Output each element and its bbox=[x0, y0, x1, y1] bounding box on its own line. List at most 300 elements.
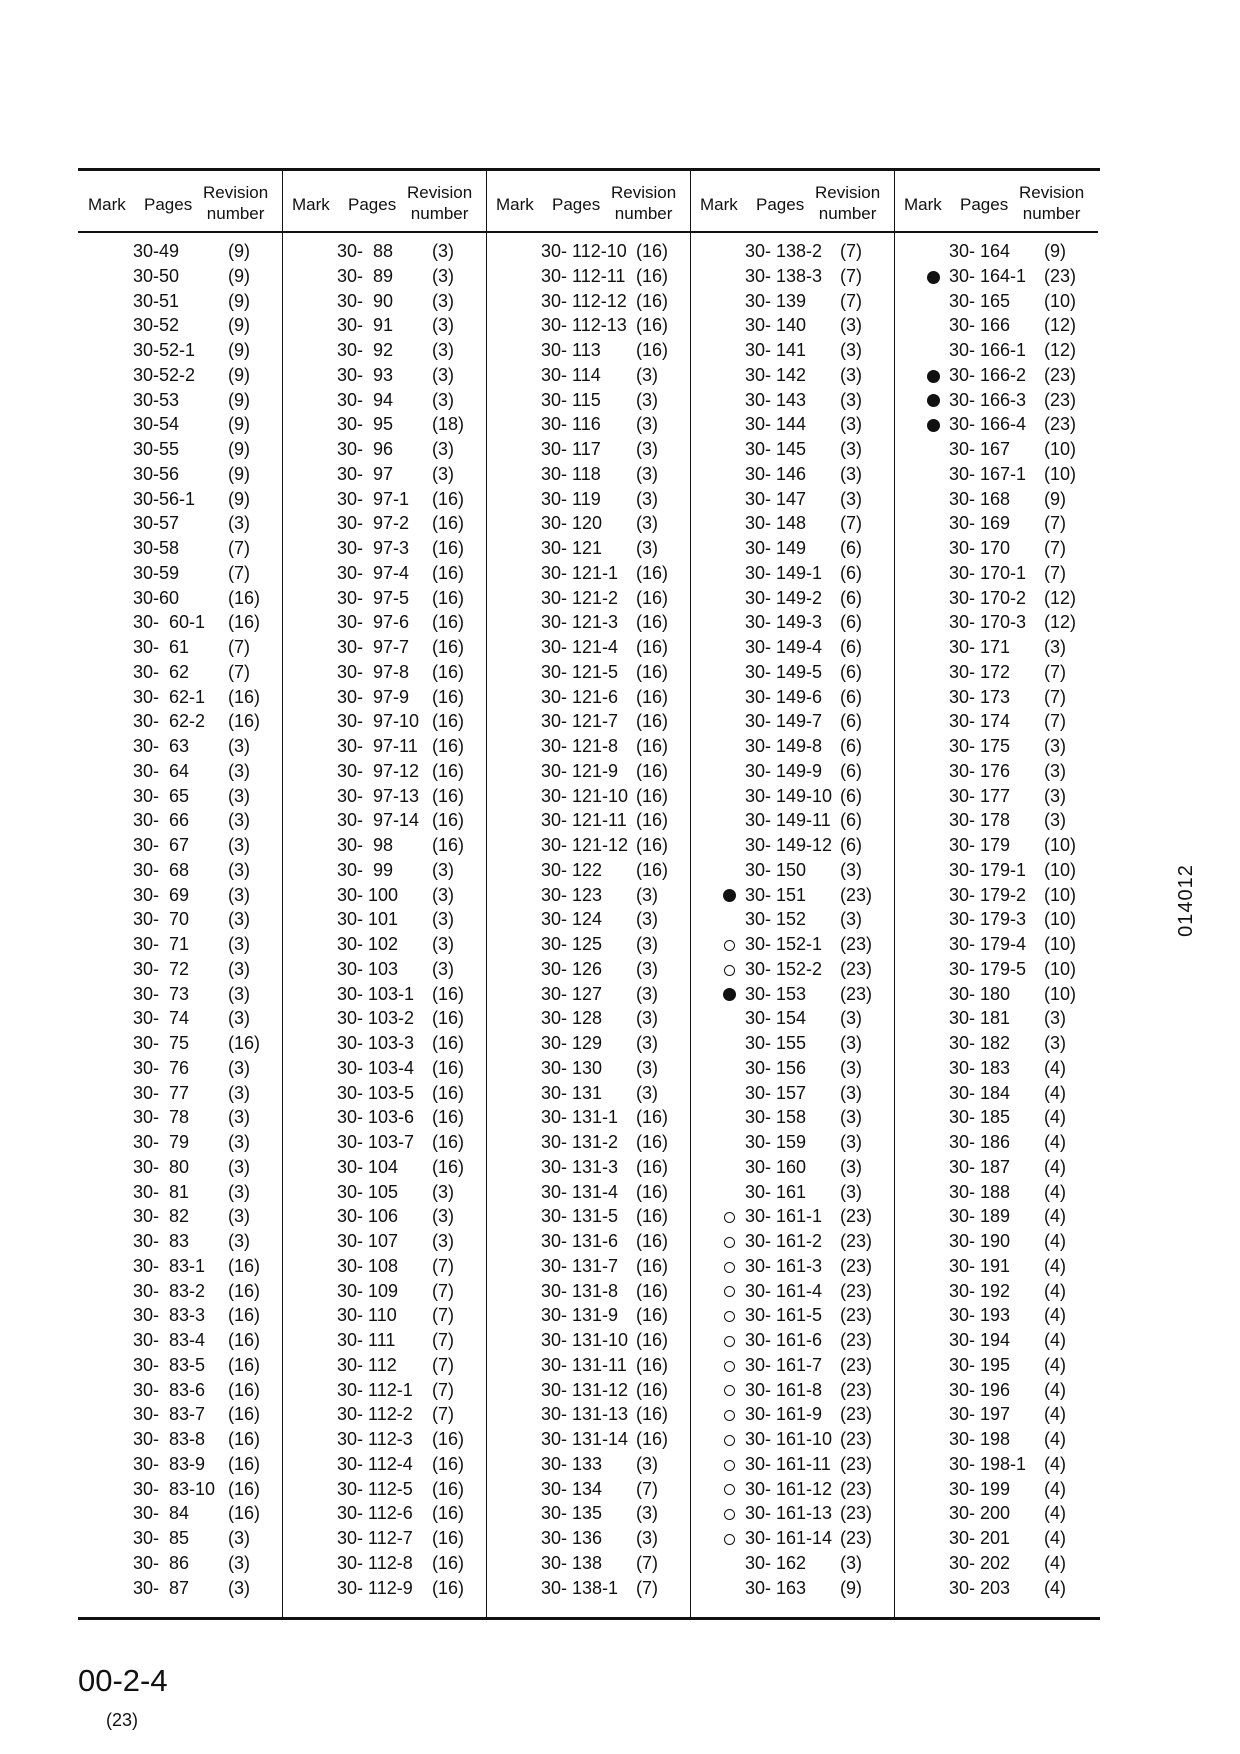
page-cell: 30- 103-1 bbox=[337, 983, 415, 1004]
table-row bbox=[894, 487, 1098, 512]
mark-cell bbox=[516, 1477, 534, 1502]
page-cell: 30- 130 bbox=[541, 1057, 603, 1078]
mark-cell bbox=[108, 858, 126, 883]
page-cell: 30- 142 bbox=[745, 364, 807, 385]
mark-cell bbox=[516, 907, 534, 932]
mark-cell bbox=[108, 1204, 126, 1229]
table-row bbox=[690, 784, 894, 809]
mark-cell bbox=[312, 388, 330, 413]
page-cell: 30- 112-12 bbox=[541, 290, 627, 311]
open-circle-mark-icon bbox=[720, 1526, 738, 1551]
mark-cell bbox=[924, 1328, 942, 1353]
revision-cell: (10) bbox=[1044, 439, 1077, 459]
page-cell: 30- 149-1 bbox=[745, 562, 823, 583]
revision-cell: (7) bbox=[228, 637, 250, 657]
page-cell: 30- 103-5 bbox=[337, 1082, 415, 1103]
revision-cell: (6) bbox=[840, 637, 862, 657]
mark-cell bbox=[924, 437, 942, 462]
page-cell: 30- 200 bbox=[949, 1503, 1011, 1524]
table-row bbox=[894, 313, 1098, 338]
revision-cell: (9) bbox=[228, 488, 250, 509]
table-row bbox=[282, 1081, 486, 1106]
revision-cell: (3) bbox=[432, 1181, 454, 1202]
page-cell: 30- 152-1 bbox=[745, 934, 823, 954]
revision-cell: (3) bbox=[1044, 810, 1066, 831]
revision-cell: (9) bbox=[840, 1577, 862, 1598]
page-cell: 30- 103-2 bbox=[337, 1008, 415, 1029]
revision-cell: (9) bbox=[228, 364, 250, 385]
revision-cell: (3) bbox=[636, 909, 658, 930]
table-row bbox=[690, 858, 894, 883]
revision-cell: (3) bbox=[636, 439, 658, 459]
revision-cell: (3) bbox=[636, 958, 658, 979]
mark-cell bbox=[924, 1031, 942, 1056]
table-row bbox=[894, 1254, 1098, 1279]
page-cell: 30- 94 bbox=[337, 389, 394, 410]
table-row bbox=[486, 1328, 690, 1353]
revision-cell: (4) bbox=[1044, 1132, 1066, 1152]
mark-cell bbox=[108, 883, 126, 908]
mark-cell bbox=[108, 635, 126, 660]
mark-cell bbox=[720, 1155, 738, 1180]
revision-cell: (7) bbox=[1044, 686, 1066, 707]
table-row bbox=[690, 487, 894, 512]
table-row bbox=[282, 338, 486, 363]
page-cell: 30- 76 bbox=[133, 1057, 190, 1078]
page-cell: 30- 83-6 bbox=[133, 1379, 206, 1400]
mark-cell bbox=[720, 784, 738, 809]
revision-cell: (16) bbox=[228, 612, 261, 633]
table-row bbox=[690, 412, 894, 437]
page-cell: 30- 166-1 bbox=[949, 340, 1027, 360]
revision-cell: (16) bbox=[228, 711, 261, 732]
revision-cell: (12) bbox=[1044, 340, 1077, 360]
revision-cell: (16) bbox=[432, 686, 465, 707]
mark-cell bbox=[108, 734, 126, 759]
table-row bbox=[486, 1229, 690, 1254]
open-circle-mark-icon bbox=[720, 1229, 738, 1254]
table-row bbox=[486, 1402, 690, 1427]
revision-cell: (16) bbox=[432, 1132, 465, 1152]
table-row bbox=[486, 858, 690, 883]
revision-cell: (3) bbox=[432, 389, 454, 410]
mark-cell bbox=[516, 1081, 534, 1106]
page-cell: 30- 149-6 bbox=[745, 686, 823, 707]
page-cell: 30- 103-7 bbox=[337, 1132, 415, 1152]
revision-cell: (3) bbox=[432, 241, 454, 261]
mark-cell bbox=[108, 338, 126, 363]
mark-cell bbox=[312, 784, 330, 809]
table-row bbox=[690, 1105, 894, 1130]
page-cell: 30- 161-1 bbox=[745, 1206, 823, 1227]
open-circle-mark-icon bbox=[720, 1328, 738, 1353]
revision-cell: (4) bbox=[1044, 1206, 1066, 1227]
mark-cell bbox=[924, 1056, 942, 1081]
page-cell: 30- 112-10 bbox=[541, 241, 627, 261]
page-cell: 30- 184 bbox=[949, 1082, 1011, 1103]
table-row bbox=[486, 1378, 690, 1403]
table-row bbox=[690, 1279, 894, 1304]
mark-cell bbox=[516, 1328, 534, 1353]
open-circle-mark-icon bbox=[720, 1427, 738, 1452]
table-row bbox=[486, 1551, 690, 1576]
page-cell: 30- 83-10 bbox=[133, 1478, 216, 1499]
revision-cell: (16) bbox=[432, 562, 465, 583]
mark-cell bbox=[516, 289, 534, 314]
header-revision-line1: Revision bbox=[1019, 183, 1085, 202]
open-circle-mark-icon bbox=[720, 1279, 738, 1304]
table-row bbox=[690, 1081, 894, 1106]
mark-cell bbox=[108, 957, 126, 982]
revision-cell: (7) bbox=[432, 1255, 454, 1276]
page-cell: 30-56 bbox=[133, 463, 180, 484]
page-cell: 30- 170-2 bbox=[949, 587, 1027, 608]
mark-cell bbox=[108, 1303, 126, 1328]
revision-cell: (16) bbox=[636, 340, 669, 360]
revision-cell: (18) bbox=[432, 414, 465, 435]
revision-cell: (6) bbox=[840, 661, 862, 682]
mark-cell bbox=[312, 1526, 330, 1551]
revision-cell: (3) bbox=[228, 1528, 250, 1548]
mark-cell bbox=[312, 1328, 330, 1353]
filled-circle-mark-icon bbox=[720, 883, 738, 908]
mark-cell bbox=[924, 1006, 942, 1031]
revision-cell: (12) bbox=[1044, 315, 1077, 336]
page-cell: 30- 179-5 bbox=[949, 958, 1027, 979]
revision-cell: (7) bbox=[840, 241, 862, 261]
revision-cell: (3) bbox=[840, 859, 862, 880]
mark-cell bbox=[516, 437, 534, 462]
table-row bbox=[282, 833, 486, 858]
revision-cell: (3) bbox=[228, 835, 250, 855]
mark-cell bbox=[516, 1031, 534, 1056]
table-row bbox=[282, 808, 486, 833]
revision-cell: (16) bbox=[432, 785, 465, 806]
page-cell: 30- 153 bbox=[745, 983, 807, 1004]
page-cell: 30- 82 bbox=[133, 1206, 190, 1227]
page-cell: 30- 77 bbox=[133, 1082, 190, 1103]
revision-cell: (16) bbox=[636, 686, 669, 707]
page-cell: 30- 138 bbox=[541, 1552, 603, 1573]
revision-cell: (3) bbox=[432, 463, 454, 484]
table-row bbox=[690, 536, 894, 561]
mark-cell bbox=[312, 1452, 330, 1477]
mark-cell bbox=[108, 1279, 126, 1304]
page-cell: 30- 146 bbox=[745, 463, 807, 484]
mark-cell bbox=[108, 289, 126, 314]
revision-cell: (3) bbox=[228, 1008, 250, 1029]
mark-cell bbox=[516, 1056, 534, 1081]
table-row bbox=[282, 635, 486, 660]
page-cell: 30- 97-14 bbox=[337, 810, 420, 831]
table-row bbox=[690, 660, 894, 685]
table-row bbox=[894, 784, 1098, 809]
table-row bbox=[282, 487, 486, 512]
table-row bbox=[690, 1006, 894, 1031]
mark-cell bbox=[720, 363, 738, 388]
mark-cell bbox=[924, 1477, 942, 1502]
table-row bbox=[78, 363, 282, 388]
table-row bbox=[282, 462, 486, 487]
page-cell: 30- 100 bbox=[337, 884, 399, 905]
page-cell: 30- 73 bbox=[133, 983, 190, 1004]
table-row bbox=[894, 289, 1098, 314]
table-row bbox=[282, 363, 486, 388]
table-row bbox=[282, 1576, 486, 1601]
revision-cell: (9) bbox=[228, 463, 250, 484]
page-cell: 30- 116 bbox=[541, 414, 601, 435]
table-row bbox=[894, 1402, 1098, 1427]
table-row bbox=[690, 1254, 894, 1279]
mark-cell bbox=[924, 1155, 942, 1180]
page-cell: 30- 179 bbox=[949, 835, 1011, 855]
mark-cell bbox=[312, 1081, 330, 1106]
mark-cell bbox=[924, 833, 942, 858]
table-row bbox=[78, 1526, 282, 1551]
revision-cell: (16) bbox=[636, 265, 669, 286]
revision-cell: (3) bbox=[636, 1453, 658, 1474]
page-cell: 30- 106 bbox=[337, 1206, 399, 1227]
mark-cell bbox=[924, 338, 942, 363]
page-cell: 30- 150 bbox=[745, 859, 807, 880]
page-cell: 30- 117 bbox=[541, 439, 601, 459]
mark-cell bbox=[108, 1452, 126, 1477]
mark-cell bbox=[516, 264, 534, 289]
table-row bbox=[486, 1006, 690, 1031]
mark-cell bbox=[924, 982, 942, 1007]
revision-cell: (3) bbox=[228, 1577, 250, 1598]
page-cell: 30- 168 bbox=[949, 488, 1011, 509]
revision-cell: (16) bbox=[228, 1354, 261, 1375]
page-cell: 30- 75 bbox=[133, 1033, 190, 1053]
revision-cell: (3) bbox=[432, 934, 454, 954]
table-row bbox=[486, 610, 690, 635]
page-cell: 30- 171 bbox=[949, 637, 1011, 657]
table-row bbox=[282, 1402, 486, 1427]
table-row bbox=[486, 313, 690, 338]
mark-cell bbox=[924, 536, 942, 561]
mark-cell bbox=[924, 1353, 942, 1378]
page-cell: 30- 163 bbox=[745, 1577, 807, 1598]
page-cell: 30- 156 bbox=[745, 1057, 807, 1078]
table-row bbox=[282, 1180, 486, 1205]
page-cell: 30- 97-4 bbox=[337, 562, 410, 583]
table-row bbox=[78, 1303, 282, 1328]
page-cell: 30- 121-9 bbox=[541, 760, 619, 781]
table-row bbox=[690, 957, 894, 982]
revision-cell: (16) bbox=[636, 587, 669, 608]
page-cell: 30- 62-2 bbox=[133, 711, 206, 732]
table-row bbox=[894, 1452, 1098, 1477]
table-row bbox=[690, 1427, 894, 1452]
revision-cell: (3) bbox=[432, 909, 454, 930]
revision-cell: (16) bbox=[636, 835, 669, 855]
revision-cell: (16) bbox=[432, 1503, 465, 1524]
open-circle-mark-icon bbox=[720, 1204, 738, 1229]
mark-cell bbox=[312, 412, 330, 437]
table-row bbox=[486, 363, 690, 388]
page-cell: 30- 179-2 bbox=[949, 884, 1027, 905]
table-row bbox=[78, 487, 282, 512]
mark-cell bbox=[108, 388, 126, 413]
table-row bbox=[282, 709, 486, 734]
page-cell: 30- 159 bbox=[745, 1132, 807, 1152]
column-header bbox=[282, 171, 486, 233]
mark-cell bbox=[924, 1130, 942, 1155]
mark-cell bbox=[312, 462, 330, 487]
page-cell: 30- 189 bbox=[949, 1206, 1011, 1227]
page-cell: 30- 83-3 bbox=[133, 1305, 206, 1326]
revision-cell: (3) bbox=[432, 340, 454, 360]
revision-cell: (16) bbox=[228, 686, 261, 707]
table-row bbox=[894, 511, 1098, 536]
table-row bbox=[690, 239, 894, 264]
page-cell: 30- 62-1 bbox=[133, 686, 206, 707]
page-cell: 30- 193 bbox=[949, 1305, 1011, 1326]
page-cell: 30- 112-8 bbox=[337, 1552, 413, 1573]
table-row bbox=[282, 1155, 486, 1180]
table-row bbox=[486, 487, 690, 512]
revision-cell: (4) bbox=[1044, 1552, 1066, 1573]
mark-cell bbox=[312, 363, 330, 388]
mark-cell bbox=[516, 833, 534, 858]
mark-cell bbox=[516, 1378, 534, 1403]
revision-cell: (23) bbox=[840, 884, 873, 905]
table-row bbox=[894, 957, 1098, 982]
table-row bbox=[894, 586, 1098, 611]
revision-cell: (12) bbox=[1044, 612, 1077, 633]
page-cell: 30- 121-5 bbox=[541, 661, 619, 682]
mark-cell bbox=[720, 1551, 738, 1576]
table-row bbox=[690, 561, 894, 586]
table-row bbox=[282, 1229, 486, 1254]
table-row bbox=[282, 1551, 486, 1576]
revision-cell: (3) bbox=[1044, 785, 1066, 806]
revision-cell: (7) bbox=[432, 1354, 454, 1375]
mark-cell bbox=[108, 759, 126, 784]
table-row bbox=[282, 313, 486, 338]
page-cell: 30- 133 bbox=[541, 1453, 603, 1474]
open-circle-mark-icon bbox=[720, 1452, 738, 1477]
revision-cell: (9) bbox=[1044, 241, 1066, 261]
table-row bbox=[486, 388, 690, 413]
page-cell: 30- 111 bbox=[337, 1330, 396, 1350]
revision-cell: (3) bbox=[636, 488, 658, 509]
page-cell: 30- 179-3 bbox=[949, 909, 1027, 930]
page-cell: 30- 129 bbox=[541, 1033, 603, 1053]
mark-cell bbox=[312, 833, 330, 858]
page-cell: 30- 112-2 bbox=[337, 1404, 413, 1425]
page-cell: 30- 87 bbox=[133, 1577, 190, 1598]
revision-cell: (23) bbox=[840, 958, 873, 979]
mark-cell bbox=[516, 1427, 534, 1452]
mark-cell bbox=[720, 511, 738, 536]
page-cell: 30- 83-2 bbox=[133, 1280, 206, 1301]
page-cell: 30- 90 bbox=[337, 290, 394, 311]
table-row bbox=[486, 685, 690, 710]
header-mark: Mark bbox=[88, 195, 126, 214]
mark-cell bbox=[924, 1254, 942, 1279]
revision-cell: (23) bbox=[1044, 389, 1077, 410]
revision-cell: (16) bbox=[432, 983, 465, 1004]
page-cell: 30- 79 bbox=[133, 1132, 190, 1152]
table-row bbox=[486, 1180, 690, 1205]
page-cell: 30- 149-5 bbox=[745, 661, 823, 682]
page-cell: 30- 61 bbox=[133, 637, 190, 657]
mark-cell bbox=[720, 1576, 738, 1601]
table-row bbox=[282, 1303, 486, 1328]
page-cell: 30-57 bbox=[133, 513, 180, 534]
table-row bbox=[282, 957, 486, 982]
page-cell: 30- 110 bbox=[337, 1305, 397, 1326]
page-cell: 30- 96 bbox=[337, 439, 394, 459]
page-cell: 30- 144 bbox=[745, 414, 807, 435]
page-cell: 30- 162 bbox=[745, 1552, 807, 1573]
table-row bbox=[894, 685, 1098, 710]
mark-cell bbox=[924, 610, 942, 635]
page-cell: 30- 161-2 bbox=[745, 1231, 823, 1251]
mark-cell bbox=[720, 388, 738, 413]
table-row bbox=[486, 586, 690, 611]
table-row bbox=[894, 833, 1098, 858]
page-cell: 30- 91 bbox=[337, 315, 394, 336]
page-cell: 30- 149-2 bbox=[745, 587, 823, 608]
revision-cell: (7) bbox=[228, 661, 250, 682]
revision-cell: (16) bbox=[432, 538, 465, 558]
table-row bbox=[282, 1130, 486, 1155]
revision-cell: (9) bbox=[228, 265, 250, 286]
table-row bbox=[78, 932, 282, 957]
table-row bbox=[894, 610, 1098, 635]
table-row bbox=[282, 412, 486, 437]
header-revision bbox=[1019, 182, 1084, 224]
table-row bbox=[486, 536, 690, 561]
mark-cell bbox=[924, 1551, 942, 1576]
revision-cell: (9) bbox=[228, 439, 250, 459]
table-row bbox=[894, 1576, 1098, 1601]
revision-cell: (10) bbox=[1044, 290, 1077, 311]
page-cell: 30- 71 bbox=[133, 934, 190, 954]
table-row bbox=[282, 561, 486, 586]
revision-cell: (16) bbox=[432, 513, 465, 534]
page-cell: 30- 161-10 bbox=[745, 1429, 833, 1449]
mark-cell bbox=[312, 1155, 330, 1180]
page-cell: 30- 161-3 bbox=[745, 1255, 823, 1276]
table-row bbox=[690, 1501, 894, 1526]
table-row bbox=[690, 338, 894, 363]
revision-cell: (3) bbox=[840, 1181, 862, 1202]
revision-cell: (3) bbox=[840, 488, 862, 509]
page-cell: 30- 114 bbox=[541, 364, 601, 385]
page-cell: 30- 131-4 bbox=[541, 1181, 619, 1202]
table-row bbox=[690, 932, 894, 957]
page-cell: 30- 97-11 bbox=[337, 736, 418, 756]
filled-circle-mark-icon bbox=[924, 363, 942, 388]
page-cell: 30- 201 bbox=[949, 1528, 1011, 1548]
page-cell: 30- 99 bbox=[337, 859, 394, 880]
mark-cell bbox=[720, 487, 738, 512]
revision-cell: (23) bbox=[840, 1280, 873, 1301]
page-cell: 30- 148 bbox=[745, 513, 807, 534]
mark-cell bbox=[516, 338, 534, 363]
revision-cell: (3) bbox=[228, 1082, 250, 1103]
page-cell: 30- 65 bbox=[133, 785, 190, 806]
page-cell: 30- 85 bbox=[133, 1528, 190, 1548]
page-cell: 30- 161-12 bbox=[745, 1478, 833, 1499]
revision-cell: (3) bbox=[228, 760, 250, 781]
table-row bbox=[282, 1254, 486, 1279]
revision-cell: (10) bbox=[1044, 934, 1077, 954]
